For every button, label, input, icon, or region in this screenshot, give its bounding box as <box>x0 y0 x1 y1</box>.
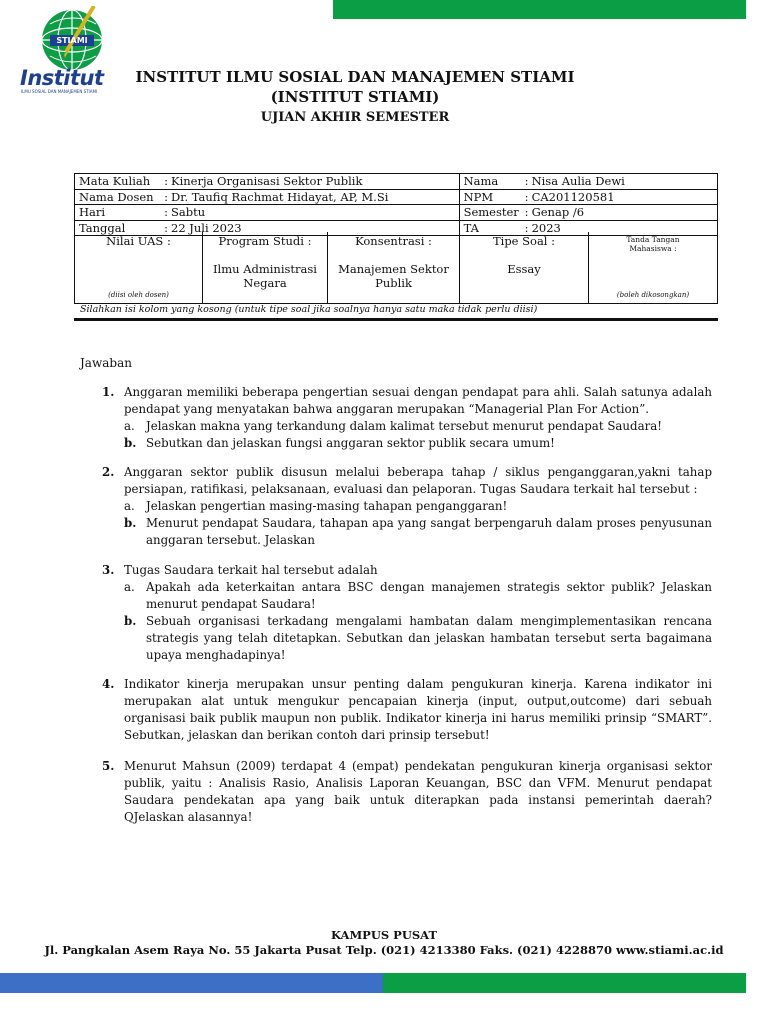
footer-campus-title: KAMPUS PUSAT <box>331 928 437 942</box>
nilai-uas-cell <box>75 232 203 303</box>
question-text: Menurut Mahsun (2009) terdapat 4 (empat) pendekatan pengukuran kinerja organisasi sektor publik, yaitu : Analisis Rasio, Analisis Laporan Keuangan, BSC dan VFM. Menurut pendapat Saudara pendekatan apa yang baik untuk diterapkan pada instansi pemerintah daerah? QJelaskan alasannya! <box>124 759 712 824</box>
question-number: 3. <box>102 563 115 577</box>
sub-question-text: Jelaskan pengertian masing-masing tahapan penganggaran! <box>146 499 508 513</box>
institution-short-name: (INSTITUT STIAMI) <box>270 88 440 106</box>
sub-question-label: a. <box>124 419 135 433</box>
question-2 <box>102 464 712 549</box>
exam-title: UJIAN AKHIR SEMESTER <box>260 110 450 125</box>
question-text: Anggaran memiliki beberapa pengertian sesuai dengan pendapat para ahli. Salah satunya adalah pendapat yang menyatakan bahwa anggaran merupakan “Managerial Plan For Action”. <box>124 385 712 416</box>
nama-label: Nama <box>463 174 499 189</box>
mata-kuliah-cell: Mata Kuliah : Kinerja Organisasi Sektor Publik <box>75 174 460 190</box>
logo-tagline: ILMU SOSIAL DAN MANAJEMEN STIAMI <box>21 89 98 94</box>
tanda-tangan-note: (boleh dikosongkan) <box>616 291 690 299</box>
sub-question-text: Sebutkan dan jelaskan fungsi anggaran sektor publik secara umum! <box>146 436 555 450</box>
konsentrasi-cell <box>328 232 460 303</box>
sub-question-label: a. <box>124 499 135 513</box>
question-text: Tugas Saudara terkait hal tersebut adalah <box>124 563 378 577</box>
npm-label: NPM <box>463 189 494 204</box>
question-5 <box>102 758 712 826</box>
sub-question-label: b. <box>124 436 137 450</box>
tipe-soal-value: Essay <box>507 262 541 276</box>
mata-kuliah-label: Mata Kuliah <box>79 174 151 189</box>
divider <box>74 318 718 321</box>
table-row <box>75 205 718 221</box>
tanggal-label: Tanggal <box>79 220 126 235</box>
table-row <box>75 174 718 190</box>
sub-question <box>124 435 712 452</box>
logo-badge-text: STIAMI <box>56 36 88 45</box>
answer-heading: Jawaban <box>80 356 132 370</box>
ta-label: TA <box>463 220 479 235</box>
logo-wordmark: Institut <box>20 66 104 90</box>
sub-question-label: a. <box>124 580 135 594</box>
sub-question-text: Apakah ada keterkaitan antara BSC dengan manajemen strategis sektor publik? Jelaskan menurut pendapat Saudara! <box>146 580 712 611</box>
tanggal-value: 22 Juli 2023 <box>171 220 242 235</box>
question-number: 4. <box>102 677 115 691</box>
mata-kuliah-value: Kinerja Organisasi Sektor Publik <box>171 174 363 189</box>
question-1 <box>102 384 712 452</box>
npm-cell: NPM : CA201120581 <box>459 189 717 205</box>
hari-value: Sabtu <box>171 205 206 220</box>
ta-cell: TA : 2023 <box>459 220 717 236</box>
dosen-cell: Nama Dosen : Dr. Taufiq Rachmat Hidayat, AP, M.Si <box>75 189 460 205</box>
nilai-uas-label: Nilai UAS : <box>106 234 171 248</box>
dosen-label: Nama Dosen <box>79 189 154 204</box>
nama-cell: Nama : Nisa Aulia Dewi <box>459 174 717 190</box>
instruction-note: Silahkan isi kolom yang kosong (untuk tipe soal jika soalnya hanya satu maka tidak perlu diisi) <box>80 304 538 315</box>
program-studi-value: Ilmu Administrasi Negara <box>213 262 317 290</box>
question-number: 1. <box>102 385 115 399</box>
question-text: Indikator kinerja merupakan unsur penting dalam pengukuran kinerja. Karena indikator ini merupakan alat untuk mengukur pencapaian kinerja (input, output,outcome) dari sebuah organisasi baik publik maupun non publik. Indikator kinerja ini harus memiliki prinsip “SMART”. Sebutkan, jelaskan dan berikan contoh dari prinsip tersebut! <box>124 677 712 742</box>
konsentrasi-value: Manajemen Sektor Publik <box>338 262 449 290</box>
bottom-accent-bar-blue <box>0 973 383 993</box>
hari-label: Hari <box>79 205 106 220</box>
question-3 <box>102 562 712 664</box>
sub-question-text: Menurut pendapat Saudara, tahapan apa yang sangat berpengaruh dalam proses penyusunan anggaran tersebut. Jelaskan <box>146 516 712 547</box>
nama-value: Nisa Aulia Dewi <box>531 174 625 189</box>
ta-value: 2023 <box>531 220 561 235</box>
sub-question <box>124 515 712 549</box>
sub-question <box>124 418 712 435</box>
semester-cell: Semester : Genap /6 <box>459 205 717 221</box>
top-accent-bar <box>333 0 746 19</box>
program-studi-label: Program Studi : <box>218 234 312 248</box>
sub-question <box>124 579 712 613</box>
npm-value: CA201120581 <box>531 189 615 204</box>
exam-detail-grid <box>74 232 718 304</box>
sub-question-text: Sebuah organisasi terkadang mengalami hambatan dalam mengimplementasikan rencana strategis yang telah ditetapkan. Sebutkan dan jelaskan hambatan tersebut serta bagaimana upaya menghadapinya! <box>146 614 712 662</box>
question-number: 5. <box>102 759 115 773</box>
table-row <box>75 189 718 205</box>
hari-cell: Hari : Sabtu <box>75 205 460 221</box>
bottom-accent-bar-green <box>383 973 746 993</box>
sub-question-label: b. <box>124 614 137 628</box>
institution-name: INSTITUT ILMU SOSIAL DAN MANAJEMEN STIAMI <box>135 68 575 86</box>
semester-value: Genap /6 <box>531 205 585 220</box>
tanda-tangan-label: Tanda Tangan Mahasiswa : <box>626 235 680 253</box>
tipe-soal-label: Tipe Soal : <box>492 234 556 248</box>
tanggal-cell: Tanggal : 22 Juli 2023 <box>75 220 460 236</box>
exam-info-table <box>74 173 718 236</box>
sub-question <box>124 498 712 515</box>
sub-question <box>124 613 712 664</box>
tipe-soal-cell <box>460 232 589 303</box>
footer-address: Jl. Pangkalan Asem Raya No. 55 Jakarta Pusat Telp. (021) 4213380 Faks. (021) 4228870 www.stiami.ac.id <box>44 943 724 957</box>
dosen-value: Dr. Taufiq Rachmat Hidayat, AP, M.Si <box>171 189 389 204</box>
question-text: Anggaran sektor publik disusun melalui beberapa tahap / siklus penganggaran,yakni tahap persiapan, ratifikasi, pelaksanaan, evaluasi dan pelaporan. Tugas Saudara terkait hal tersebut : <box>124 465 712 496</box>
tanda-tangan-cell <box>589 232 717 303</box>
semester-label: Semester <box>463 205 519 220</box>
program-studi-cell <box>203 232 328 303</box>
nilai-uas-note: (diisi oleh dosen) <box>108 291 169 299</box>
question-number: 2. <box>102 465 115 479</box>
sub-question-label: b. <box>124 516 137 530</box>
sub-question-text: Jelaskan makna yang terkandung dalam kalimat tersebut menurut pendapat Saudara! <box>146 419 663 433</box>
question-4 <box>102 676 712 744</box>
konsentrasi-label: Konsentrasi : <box>355 234 432 248</box>
